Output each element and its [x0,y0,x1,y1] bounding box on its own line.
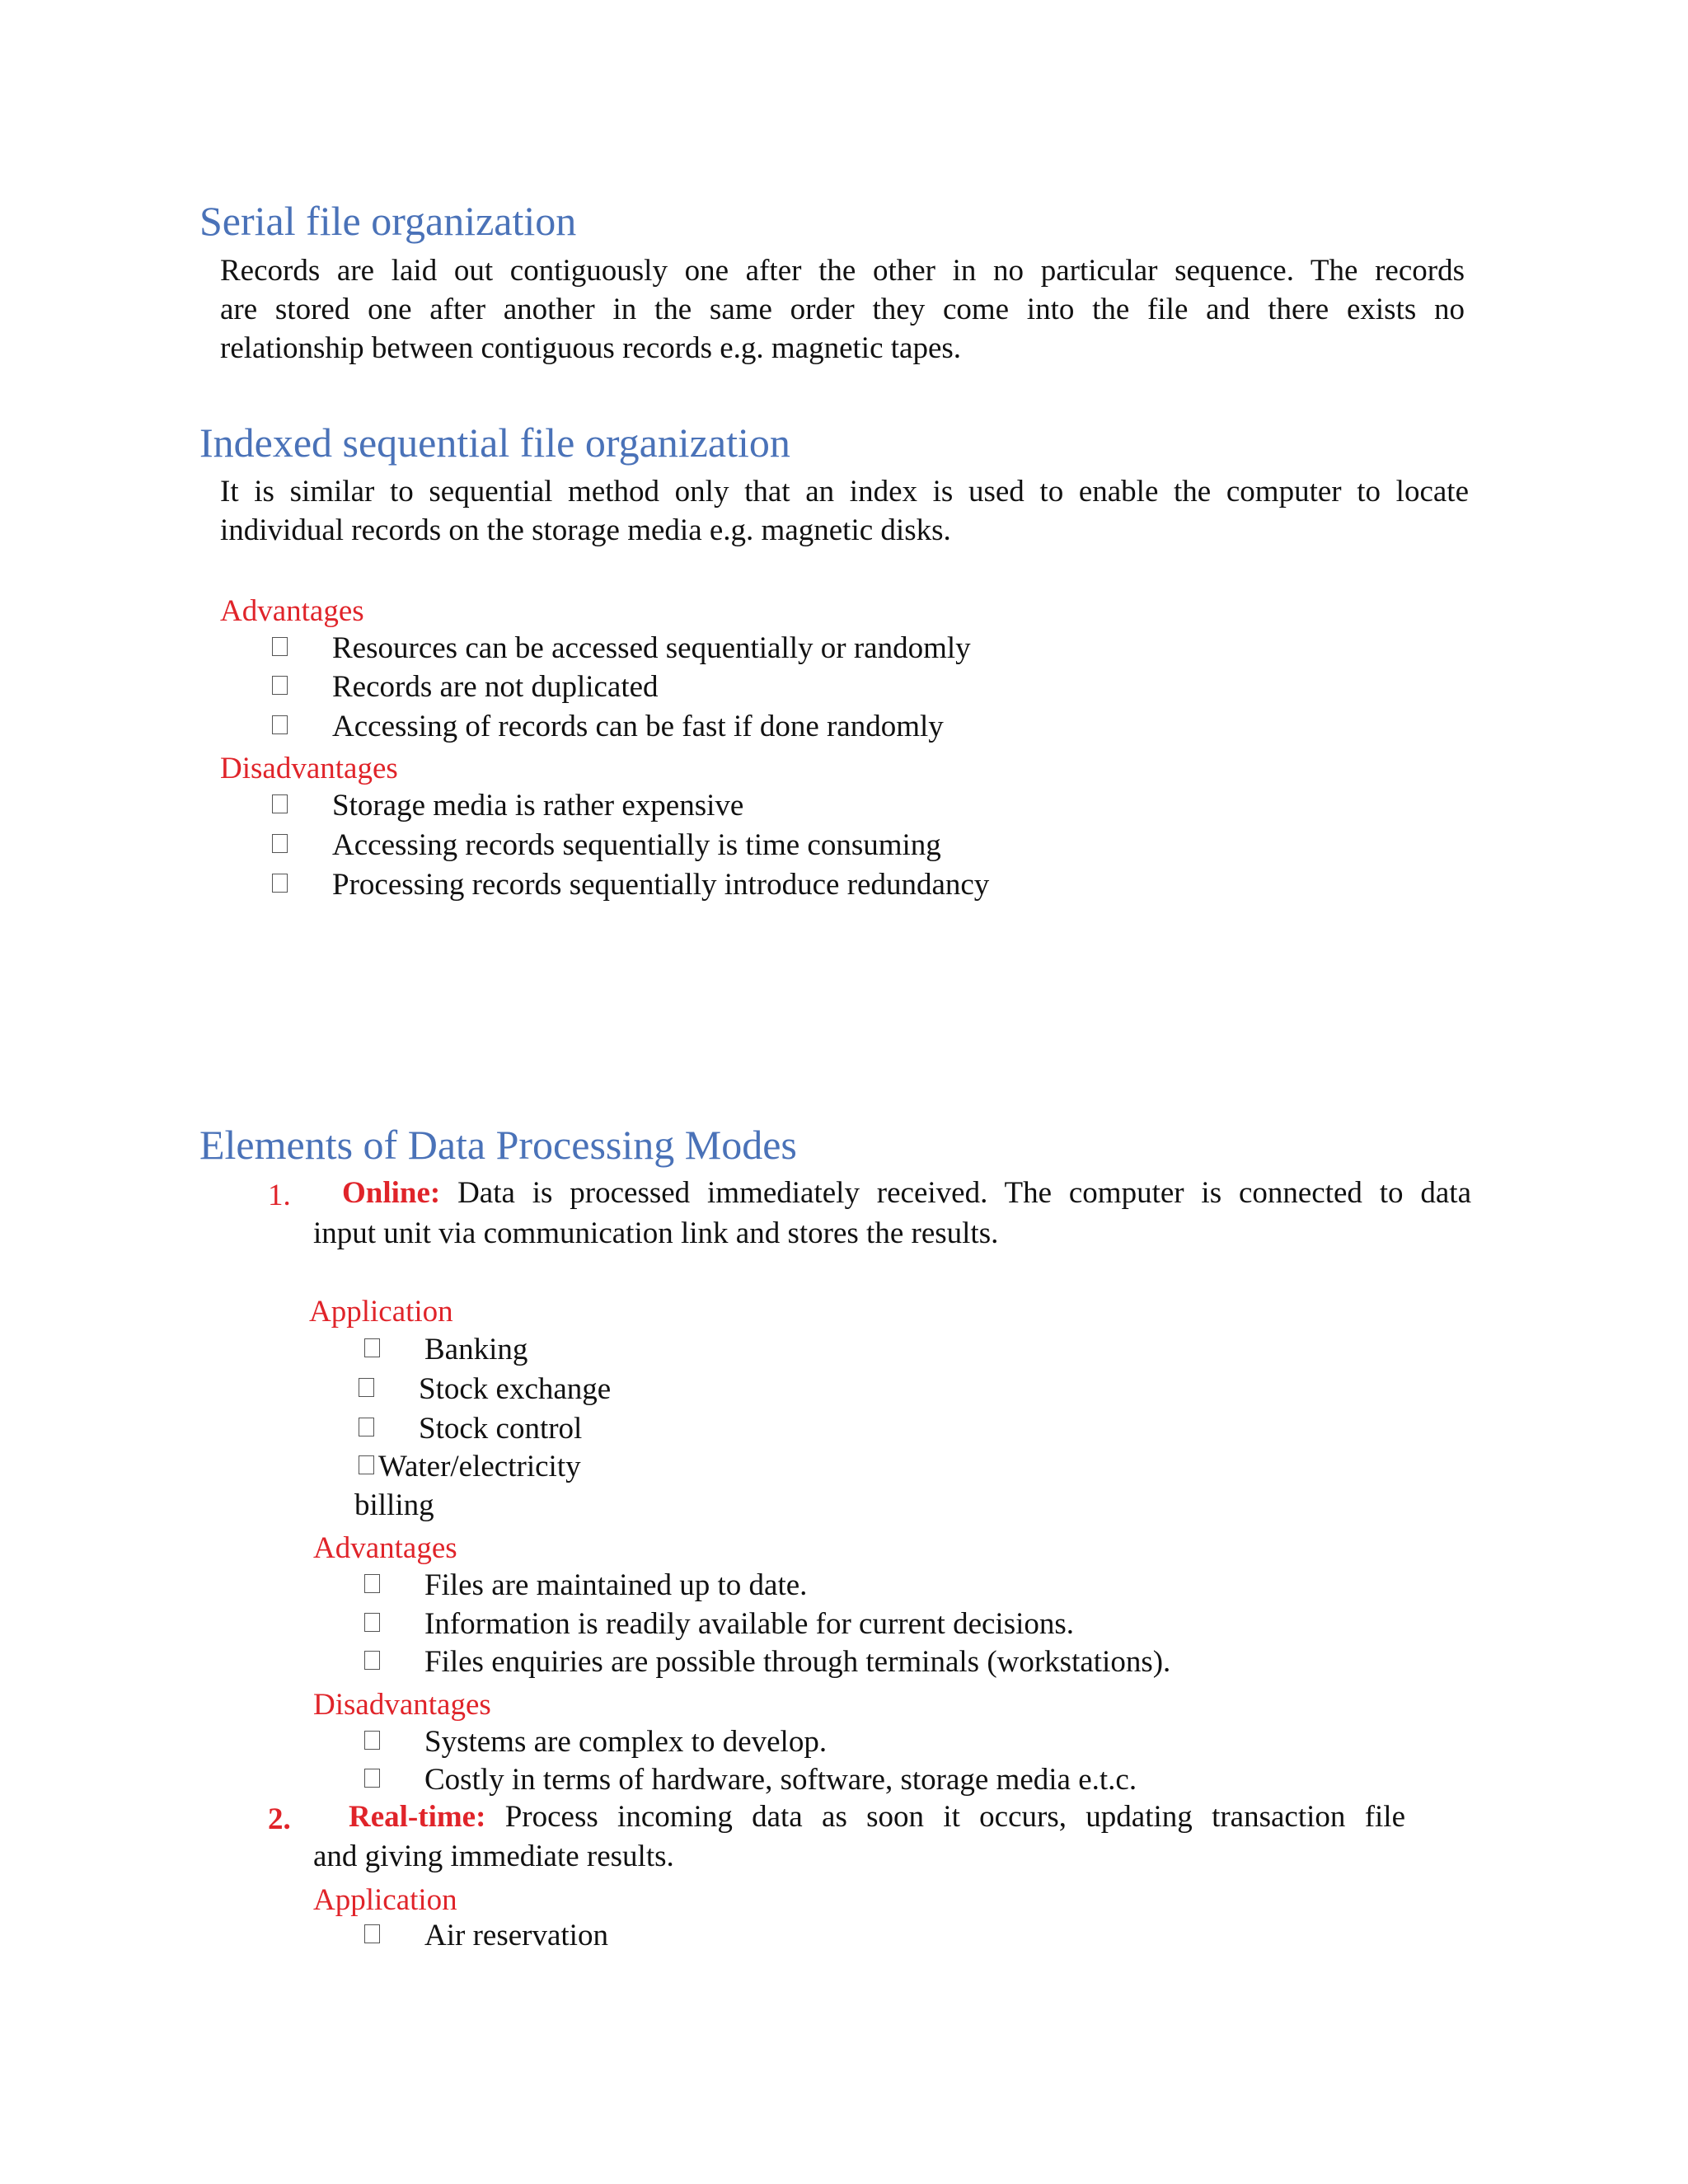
online-advantages-label: Advantages [313,1531,457,1565]
online-application-item-water: Water/electricity [378,1450,581,1483]
online-application-label: Application [309,1295,453,1329]
online-advantage-item: Files are maintained up to date. [424,1568,808,1602]
bullet-box-icon [359,1378,374,1397]
bullet-box-icon [364,1338,380,1357]
bullet-box-icon [359,1418,374,1436]
indexed-advantage-item: Accessing of records can be fast if done randomly [332,710,944,743]
serial-para-line-3: relationship between contiguous records e.g. magnetic tapes. [220,331,962,365]
bullet-box-icon [272,874,288,893]
indexed-para-line-2: individual records on the storage media e.g. magnetic disks. [220,513,951,547]
indexed-disadvantages-label: Disadvantages [220,752,398,785]
indexed-disadvantage-item: Accessing records sequentially is time consuming [332,828,941,862]
online-line-2: input unit via communication link and stores the results. [313,1216,999,1250]
realtime-lead: Real-time: [349,1800,486,1834]
bullet-box-icon [364,1924,380,1943]
online-application-item: Stock control [419,1412,583,1446]
bullet-box-icon [364,1731,380,1750]
bullet-box-icon [364,1613,380,1632]
online-disadvantage-item: Costly in terms of hardware, software, storage media e.t.c. [424,1763,1137,1797]
online-application-item: Banking [424,1333,528,1366]
realtime-application-item: Air reservation [424,1919,608,1952]
indexed-disadvantage-item: Storage media is rather expensive [332,789,744,823]
realtime-number: 2. [268,1802,291,1836]
online-disadvantage-item: Systems are complex to develop. [424,1725,828,1759]
bullet-box-icon [364,1651,380,1670]
online-number: 1. [268,1179,291,1212]
realtime-line-1-text: Process incoming data as soon it occurs, updating transaction file [485,1800,1405,1834]
indexed-advantage-item: Resources can be accessed sequentially or randomly [332,631,971,665]
bullet-box-icon [272,794,288,813]
realtime-application-label: Application [313,1883,457,1917]
heading-serial-file-organization: Serial file organization [199,198,577,244]
online-disadvantages-label: Disadvantages [313,1688,491,1722]
bullet-box-icon [364,1769,380,1788]
indexed-advantages-label: Advantages [220,594,364,628]
online-application-item-water-cont: billing [354,1488,434,1522]
bullet-box-icon [272,676,288,695]
serial-para-line-1: Records are laid out contiguously one after the other in no particular sequence. The records [220,254,1465,288]
serial-para-line-2: are stored one after another in the same order they come into the file and there exists no [220,293,1465,326]
bullet-box-icon [359,1455,374,1474]
online-line-1-text: Data is processed immediately received. The computer is connected to data [440,1176,1471,1210]
heading-indexed-sequential: Indexed sequential file organization [199,419,790,466]
indexed-disadvantage-item: Processing records sequentially introduce redundancy [332,868,990,902]
online-advantage-item: Information is readily available for current decisions. [424,1607,1075,1641]
bullet-box-icon [272,637,288,656]
online-lead: Online: [342,1176,441,1210]
online-application-item: Stock exchange [419,1372,612,1406]
indexed-para-line-1: It is similar to sequential method only that an index is used to enable the computer to locate [220,475,1469,509]
realtime-line-2: and giving immediate results. [313,1840,674,1873]
bullet-box-icon [364,1574,380,1593]
bullet-box-icon [272,834,288,853]
heading-data-processing-modes: Elements of Data Processing Modes [199,1122,797,1168]
indexed-advantage-item: Records are not duplicated [332,670,659,704]
realtime-line-1 [349,1797,1405,1836]
online-advantage-item: Files enquiries are possible through terminals (workstations). [424,1645,1171,1679]
bullet-box-icon [272,715,288,734]
online-line-1 [342,1174,1471,1212]
